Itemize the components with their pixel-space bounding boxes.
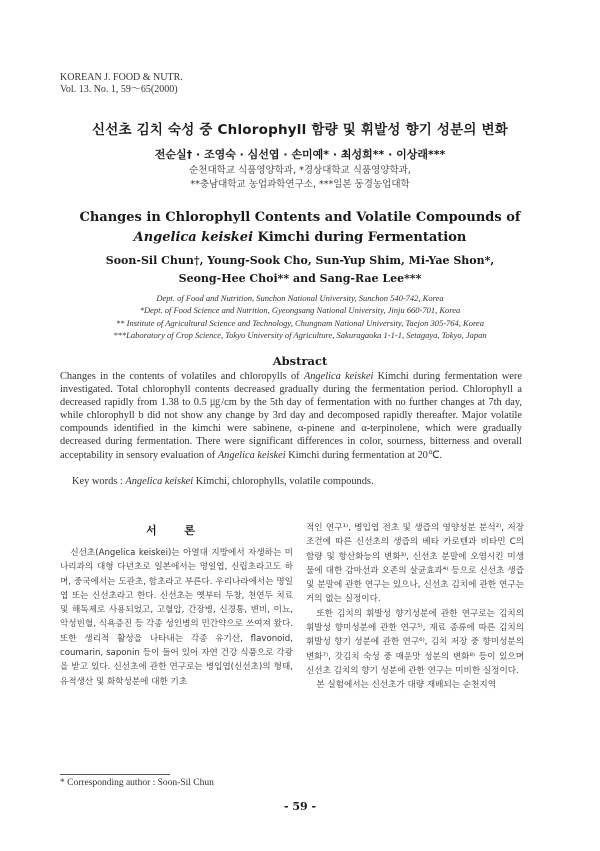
introduction-right-column — [306, 521, 524, 693]
corresponding-author-footnote: * Corresponding author : Soon-Sil Chun — [60, 778, 214, 788]
abstract-body — [60, 370, 522, 462]
korean-affiliation-1: 순천대학교 식품영양학과, *경상대학교 식품영양학과, — [189, 165, 411, 176]
english-title-rest: Kimchi during Fermentation — [253, 230, 467, 245]
introduction-left-column — [60, 546, 293, 689]
introduction-paragraph-1: 신선초(Angelica keiskei)는 아열대 지방에서 자생하는 미나리과의 대형 다년초로 일본에서는 명일엽, 신립초라고도 하며, 중국에서는 도관초, 함초라고 부른다. 우리나라에서는 명일엽 또는 신선초라고 한다. 신선초는 옛부터 두창, 천연두 치료 및 해독제로 사용되었고, 고혈압, 간장병, 신경통, 변비, 이뇨, 악성빈혈, 식욕증진 등 각종 성인병의 민간약으로 쓰여져 왔다. 또한 생리적 활성을 나타내는 각종 유기산, flavonoid, coumarin, saponin 등이 들어 있어 자연 건강 식품으로 각광을 받고 있다. 신선초에 관한 연구로는 병입엽(신선초)의 형태, 유적생산 및 화학성분에 대한 기초 — [60, 548, 293, 687]
english-affiliation-2: *Dept. of Food Science and Nutrition, Gyeongsang National University, Jinju 660-701, Korea — [139, 305, 461, 316]
introduction-paragraph-3: 본 실험에서는 신선초가 대량 재배되는 순천지역 — [316, 680, 497, 691]
introduction-paragraph-1-continued: 적인 연구¹⁾, 병입엽 전초 및 생즙의 영양성분 분석²⁾, 저장조건에 따른 신선초의 생즙의 베타 카로텐과 비타민 C의 함량 및 항산화능의 변화³⁾, 신선초 분말에 오염시킨 미생물에 대한 감마선과 오존의 살균효과⁴⁾ 등으로 신선초 생즙 및 분말에 관한 연구는 있으나, 신선초 김치에 관한 연구는 거의 없는 실정이다. — [306, 523, 524, 605]
keywords-label: Key words : — [72, 476, 126, 487]
keywords — [72, 476, 374, 487]
english-title-line-2 — [0, 228, 600, 248]
introduction-heading: 서 론 — [145, 524, 208, 537]
english-title-species: Angelica keiskei — [133, 230, 254, 245]
english-authors-line-2: Seong-Hee Choi** and Sang-Rae Lee*** — [178, 272, 422, 285]
keywords-species: Angelica keiskei — [125, 476, 194, 487]
introduction-paragraph-2: 또한 김치의 휘발성 향기성분에 관한 연구로는 김치의 휘발성 향미성분에 관한 연구⁵⁾, 재료 종류에 따른 김치의 휘발성 향기 성분에 관한 연구⁶⁾, 김치 저장 중 향미성분의 변화⁷⁾, 갓김치 숙성 중 매운맛 성분의 변화⁸⁾ 등이 있으며 신선초 김치의 향기 성분에 관한 연구는 미비한 실정이다. — [306, 608, 524, 676]
korean-authors: 전순실† · 조영숙 · 심선엽 · 손미예* · 최성희** · 이상래*** — [154, 148, 446, 161]
english-authors-line-1: Soon-Sil Chun†, Young-Sook Cho, Sun-Yup Shim, Mi-Yae Shon*, — [105, 254, 495, 267]
english-authors — [0, 252, 600, 288]
abstract-text-2: Kimchi during fermentation were investigated. Total chlorophyll contents decreased gradually during the fermentation period. Chlorophyll a decreased rapidly from 1.38 to 0.5 ㎍/cm by the 5th day of fermentation with no further changes at 7th day, while chlorophyll b did not show any change by 3rd day and decomposed rapidly thereafter. Major volatile compounds identified in the kimchi were sabinene, α-pinene and α-terpinolene, which were gradually decreased during fermentation. There were significant differences in color, sourness, bitterness and overall acceptability in sensory evaluation of — [60, 371, 522, 461]
abstract-species-2: Angelica keiskei — [217, 449, 286, 461]
abstract-text-3: Kimchi during fermentation at 20℃. — [285, 449, 443, 461]
english-title-line-1: Changes in Chlorophyll Contents and Volatile Compounds of — [79, 210, 521, 225]
footnote-divider — [60, 774, 170, 775]
english-title — [0, 208, 600, 248]
korean-affiliation-2: **충남대학교 농업과학연구소, ***일본 동경농업대학 — [190, 179, 410, 190]
english-affiliation-3: ** Institute of Agricultural Science and Technology, Chungnam National University, Taejon 305-764, Korea — [116, 317, 484, 328]
journal-name: KOREAN J. FOOD & NUTR. — [60, 72, 183, 83]
korean-affiliations — [0, 164, 600, 192]
keywords-rest: Kimchi, chlorophylls, volatile compounds. — [193, 476, 374, 487]
abstract-species-1: Angelica keiskei — [303, 371, 374, 382]
korean-title: 신선초 김치 숙성 중 Chlorophyll 함량 및 휘발성 향기 성분의 변화 — [92, 122, 508, 138]
english-affiliation-1: Dept. of Food and Nutrition, Sunchon National University, Sunchon 540-742, Korea — [156, 293, 444, 303]
page-number: - 59 - — [283, 800, 317, 813]
journal-volume: Vol. 13. No. 1, 59～65(2000) — [60, 84, 178, 95]
abstract-paragraph — [60, 370, 522, 462]
journal-reference — [60, 72, 183, 96]
abstract-text-1: Changes in the contents of volatiles and chloropylls of — [60, 371, 304, 382]
english-affiliation-4: ***Laboratory of Crop Science, Tokyo University of Agriculture, Sakuragaoka 1-1-1, Setagaya, Tokyo, Japan — [113, 330, 487, 341]
abstract-heading: Abstract — [272, 354, 328, 368]
english-affiliations — [0, 292, 600, 342]
